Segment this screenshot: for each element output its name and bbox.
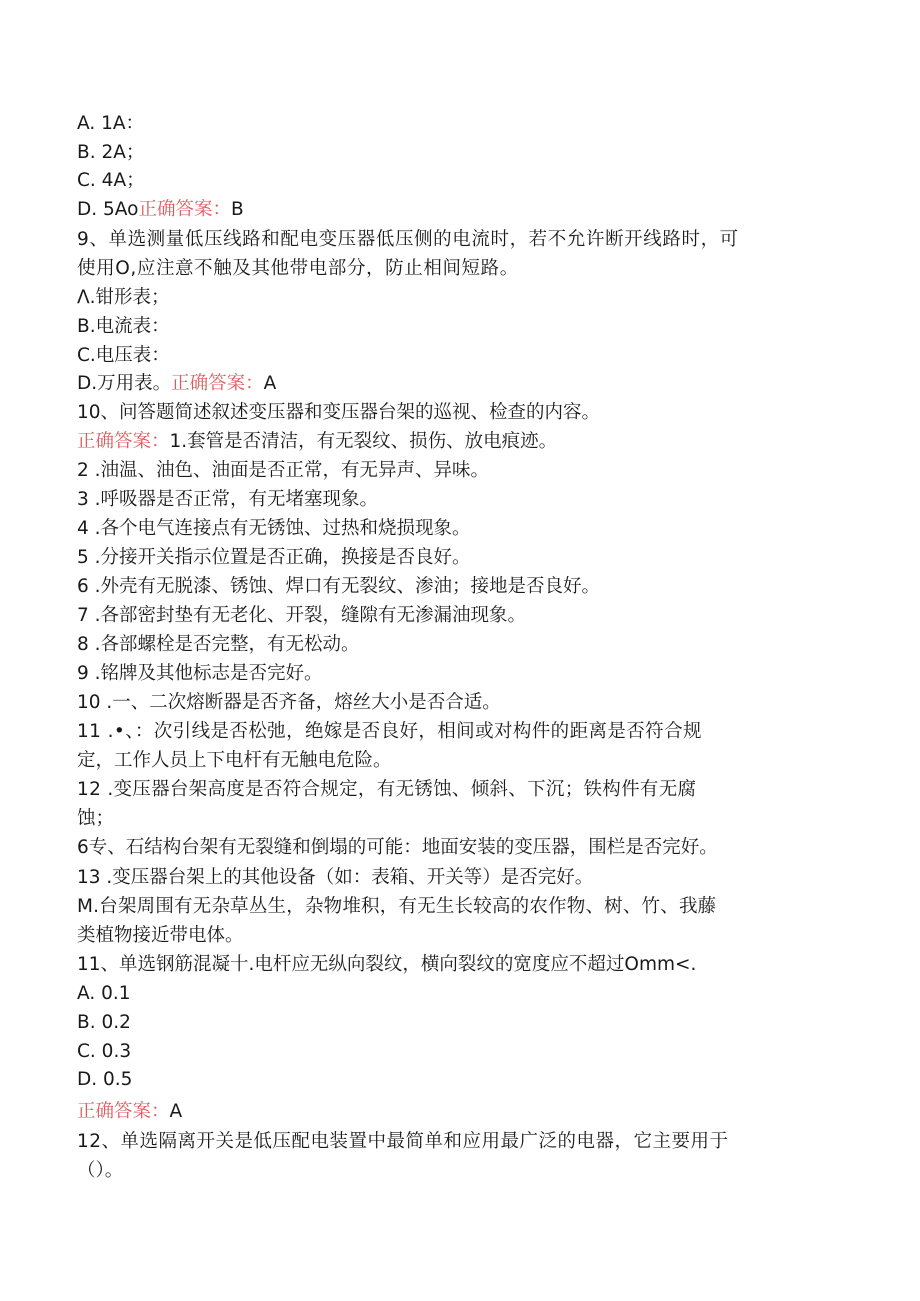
line-text: B.电流表： <box>77 316 170 337</box>
line-text: 9、单选测量低压线路和配电变压器低压侧的电流时，若不允许断开线路时，可 <box>77 229 739 250</box>
text-line <box>77 747 392 775</box>
answer-label: 正确答案： <box>171 373 264 394</box>
line-text: D.万用表。 <box>77 373 172 394</box>
line-text: 6 .外壳有无脱漆、锈蚀、焊口有无裂纹、渗油；接地是否良好。 <box>77 576 601 597</box>
text-line <box>77 515 471 543</box>
line-text: 5 .分接开关指示位置是否正确，换接是否良好。 <box>77 547 471 568</box>
line-text: 2 .油温、油色、油面是否正常，有无异声、异味。 <box>77 460 490 481</box>
text-line <box>77 631 360 659</box>
text-line <box>77 196 244 224</box>
text-line <box>77 255 519 283</box>
line-text: 3 .呼吸器是否正常，有无堵塞现象。 <box>77 489 379 510</box>
line-text: 11、单选钢筋混凝十.电杆应无纵向裂纹，横向裂纹的宽度应不超过Omm<. <box>77 954 697 975</box>
line-text: （）。 <box>77 1160 124 1181</box>
text-line <box>77 1157 123 1185</box>
text-line <box>77 573 600 601</box>
text-line <box>77 342 170 370</box>
line-text: M.台架周围有无杂草丛生，杂物堆积，有无生长较高的农作物、树、竹、我藤 <box>77 896 717 917</box>
line-text: 蚀； <box>77 808 115 829</box>
text-line <box>77 602 526 630</box>
line-text: B. 2A； <box>77 142 145 163</box>
text-line <box>77 689 501 717</box>
answer-label: 正确答案： <box>138 199 231 220</box>
line-text: 使用O,应注意不触及其他带电部分，防止相间短路。 <box>77 258 519 279</box>
answer-label: 正确答案： <box>77 431 170 452</box>
line-text: 12、单选隔离开关是低压配电装置中最简单和应用最广泛的电器，它主要用于 <box>77 1131 729 1152</box>
line-text: B. 0.2 <box>77 1012 131 1033</box>
line-text: 8 .各部螺栓是否完整，有无松动。 <box>77 634 360 655</box>
line-text: 9 .铭牌及其他标志是否完好。 <box>77 663 323 684</box>
line-text: Λ.钳形表； <box>77 287 170 308</box>
text-line <box>77 922 244 950</box>
line-text: 10、问答题简述叙述变压器和变压器台架的巡视、检查的内容。 <box>77 402 601 423</box>
line-text: 定，工作人员上下电杆有无触电危险。 <box>77 750 392 771</box>
text-line <box>77 805 114 833</box>
line-text: 7 .各部密封垫有无老化、开裂，缝隙有无渗漏油现象。 <box>77 605 527 626</box>
line-text: D. 0.5 <box>77 1069 133 1090</box>
line-text: C.电压表： <box>77 345 170 366</box>
text-line <box>77 1038 131 1066</box>
text-line <box>77 1009 131 1037</box>
text-line <box>77 428 557 456</box>
text-line <box>77 776 696 804</box>
text-line <box>77 110 144 138</box>
text-line <box>77 284 170 312</box>
text-line <box>77 660 323 688</box>
text-line <box>77 226 739 254</box>
text-line <box>77 486 378 514</box>
text-line <box>77 951 696 979</box>
line-text: 10 .一、二次熔断器是否齐备，熔丝大小是否合适。 <box>77 692 501 713</box>
line-text: 4 .各个电气连接点有无锈蚀、过热和烧损现象。 <box>77 518 471 539</box>
text-line <box>77 1098 182 1126</box>
line-text: 11 .•、：次引线是否松弛，绝嫁是否良好，相间或对构件的距离是否符合规 <box>77 721 702 742</box>
answer-value: A <box>263 373 277 394</box>
text-line <box>77 864 593 892</box>
text-line <box>77 980 131 1008</box>
text-line <box>77 399 600 427</box>
text-line <box>77 1066 132 1094</box>
text-line <box>77 457 489 485</box>
text-line <box>77 544 471 572</box>
text-line <box>77 834 718 862</box>
text-line <box>77 718 702 746</box>
text-line <box>77 1128 729 1156</box>
text-line <box>77 313 170 341</box>
line-text: 6专、石结构台架有无裂缝和倒塌的可能：地面安装的变压器，围栏是否完好。 <box>77 837 718 858</box>
line-text: 1.套管是否清洁，有无裂纹、损伤、放电痕迹。 <box>169 431 558 452</box>
line-text: C. 4A； <box>77 170 145 191</box>
line-text: A. 0.1 <box>77 983 131 1004</box>
line-text: 13 .变压器台架上的其他设备（如：表箱、开关等）是否完好。 <box>77 867 594 888</box>
line-text: A. 1A： <box>77 113 145 134</box>
text-line <box>77 370 276 398</box>
answer-value: A <box>169 1101 183 1122</box>
line-text: 12 .变压器台架高度是否符合规定，有无锈蚀、倾斜、下沉；铁构件有无腐 <box>77 779 697 800</box>
line-text: 类植物接近带电体。 <box>77 925 244 946</box>
answer-label: 正确答案： <box>77 1101 170 1122</box>
line-text: D. 5Ao <box>77 199 139 220</box>
text-line <box>77 893 716 921</box>
text-line <box>77 167 145 195</box>
line-text: C. 0.3 <box>77 1041 132 1062</box>
text-line <box>77 139 144 167</box>
answer-value: B <box>230 199 244 220</box>
